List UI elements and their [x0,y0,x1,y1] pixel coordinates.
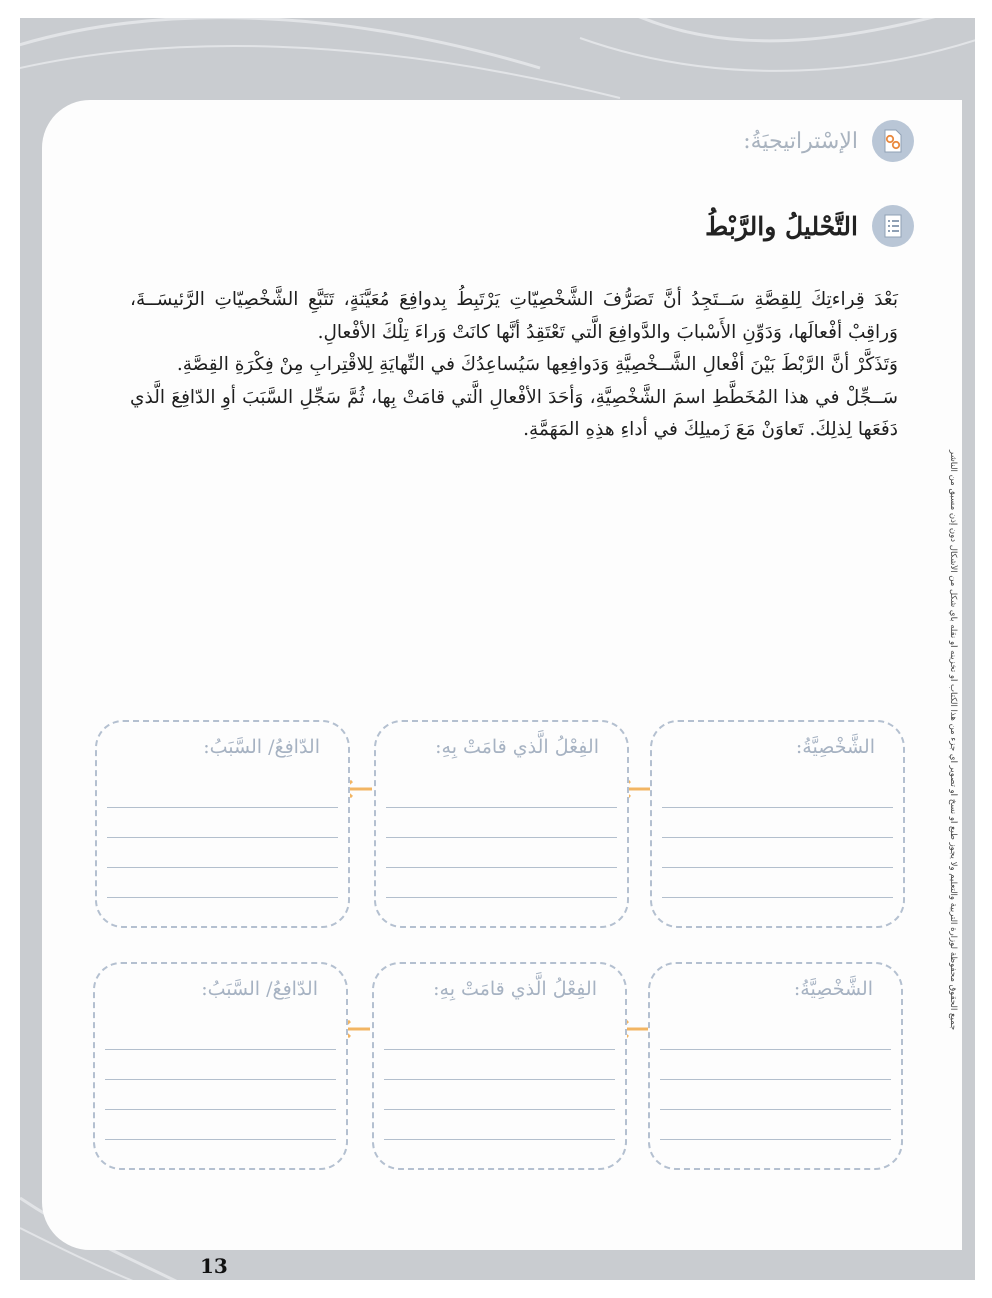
writing-lines[interactable] [384,1020,615,1154]
action-label: الفِعْلُ الَّذي قامَتْ بِهِ: [435,736,599,758]
copyright-side-note: جميع الحقوق محفوظة لوزارة التربية والتعليم ولا يجوز طبع أو نسخ أو تصوير أي جزء من هذا الكتاب أو تخزينه أو نقله بأي شكل من الأشكال دون إذن مسبق من الناشر [948,449,958,1030]
instruction-paragraph: وَتَذَكَّرْ أنَّ الرَّبْطَ بَيْنَ أفْعالِ الشَّــخْصِيَّةِ وَدَوافِعِها سَيُساعِدُكَ في النِّهايَةِ لِلاقْتِرابِ مِنْ فِكْرَةِ القِصَّةِ. [176,354,898,375]
character-label: الشَّخْصِيَّةُ: [793,978,873,1000]
section-title-header [705,205,914,247]
instructions-text [130,284,898,447]
list-document-icon [872,205,914,247]
character-label: الشَّخْصِيَّةُ: [795,736,875,758]
action-box[interactable] [372,962,627,1170]
instruction-paragraph: بَعْدَ قِراءتِكَ لِلقِصَّةِ سَــتَجِدُ أنَّ تَصَرُّفَ الشَّخْصِيّاتِ يَرْتَبِطُ بِدوافِعَ مُعَيَّنَةٍ، تَتَبَّعِ الشَّخْصِيّاتِ الرَّئيسَــةَ، وَراقِبْ أفْعالَها، وَدَوِّنِ الأَسْبابَ والدَّوافِعَ الَّتي تَعْتَقِدُ أنَّها كانَتْ وَراءَ تِلْكَ الأفْعالِ. [130,289,898,343]
writing-lines[interactable] [660,1020,891,1154]
writing-lines[interactable] [386,778,617,912]
writing-lines[interactable] [105,1020,336,1154]
strategy-header [743,120,914,162]
strategy-label: الإسْتراتيجيَةُ: [743,128,858,154]
gears-document-icon [872,120,914,162]
motive-label: الدّافِعُ/ السَّبَبُ: [203,736,320,758]
motive-box[interactable] [93,962,348,1170]
page-number: 13 [200,1254,228,1278]
section-title: التَّحْليلُ والرَّبْطُ [705,211,858,241]
motive-box[interactable] [95,720,350,928]
character-box[interactable] [648,962,903,1170]
writing-lines[interactable] [107,778,338,912]
motive-label: الدّافِعُ/ السَّبَبُ: [201,978,318,1000]
writing-lines[interactable] [662,778,893,912]
action-box[interactable] [374,720,629,928]
character-box[interactable] [650,720,905,928]
action-label: الفِعْلُ الَّذي قامَتْ بِهِ: [433,978,597,1000]
instruction-paragraph: سَــجِّلْ في هذا المُخَطَّطِ اسمَ الشَّخْصِيَّةِ، وَأحَدَ الأفْعالِ الَّتي قامَتْ بِها، ثُمَّ سَجِّلِ السَّبَبَ أوِ الدّافِعَ الَّذي دَفَعَها لِذلِكَ. تَعاوَنْ مَعَ زَميلِكَ في أداءِ هذِهِ المَهَمَّةِ. [130,386,898,440]
